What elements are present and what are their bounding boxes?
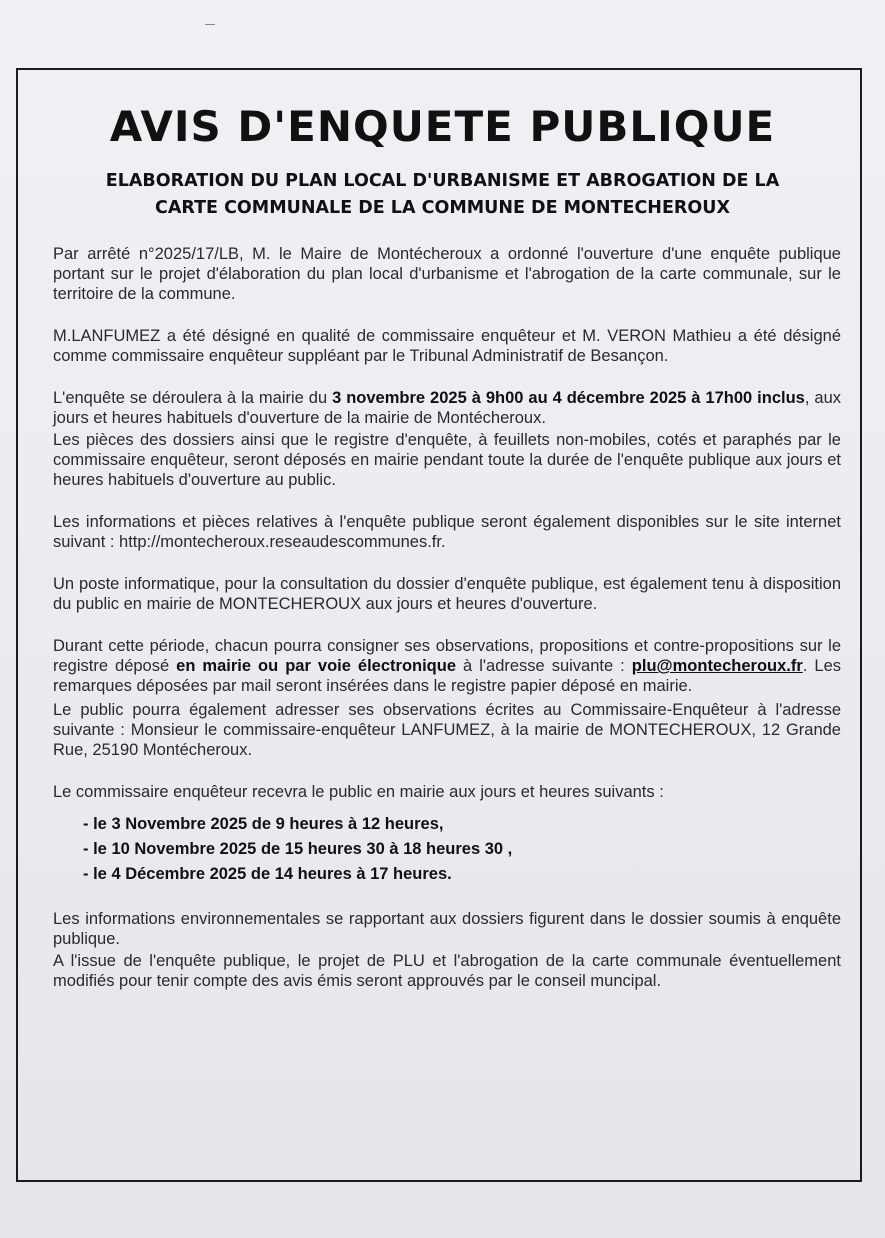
paragraph-schedule: Le commissaire enquêteur recevra le public en mairie aux jours et heures suivants : <box>53 783 664 801</box>
observations-intro: Durant cette période, chacun pourra consigner ses observations, propositions et contre-propositions sur le registre déposé <box>53 637 841 675</box>
paragraph-documents: Les pièces des dossiers ainsi que le registre d'enquête, à feuillets non-mobiles, cotés et paraphés par le commissaire enquêteur, seront déposés en mairie pendant toute la durée de l'enquête publique aux jours et heures habituels d'ouverture au public. <box>53 431 841 489</box>
paragraph-observations <box>53 636 841 696</box>
dates-intro: L'enquête se déroulera à la mairie du <box>53 389 333 407</box>
subtitle-line-1: ELABORATION DU PLAN LOCAL D'URBANISME ET ABROGATION DE LA <box>105 171 780 191</box>
observations-address-lead: à l'adresse suivante : <box>456 657 632 675</box>
schedule-item: - le 4 Décembre 2025 de 14 heures à 17 heures. <box>83 862 841 887</box>
paper-mark <box>205 24 215 25</box>
notice-subtitle <box>40 168 845 222</box>
observations-outro: . Les remarques déposées par mail seront insérées dans le registre papier déposé en mairie. <box>53 657 842 695</box>
notice-title: AVIS D'ENQUETE PUBLIQUE <box>109 102 776 151</box>
paragraph-approval: A l'issue de l'enquête publique, le projet de PLU et l'abrogation de la carte communale éventuellement modifiés pour tenir compte des avis émis seront approuvés par le conseil muncipal. <box>53 952 841 990</box>
paragraph-postal: Le public pourra également adresser ses observations écrites au Commissaire-Enquêteur à l'adresse suivante : Monsieur le commissaire-enquêteur LANFUMEZ, à la mairie de MONTECHEROUX, 12 Grande Rue, 25190 Montécheroux. <box>53 701 841 759</box>
paragraph-computer: Un poste informatique, pour la consultation du dossier d'enquête publique, est également tenu à disposition du public en mairie de MONTECHEROUX aux jours et heures d'ouverture. <box>53 575 841 613</box>
paragraph-environment: Les informations environnementales se rapportant aux dossiers figurent dans le dossier soumis à enquête publique. <box>53 910 841 948</box>
schedule-item: - le 10 Novembre 2025 de 15 heures 30 à 18 heures 30 , <box>83 837 841 862</box>
email-link[interactable]: plu@montecheroux.fr <box>631 657 803 675</box>
dates-outro: , aux jours et heures habituels d'ouverture de la mairie de Montécheroux. <box>53 389 842 427</box>
schedule-item: - le 3 Novembre 2025 de 9 heures à 12 heures, <box>83 812 841 837</box>
paragraph-decree: Par arrêté n°2025/17/LB, M. le Maire de Montécheroux a ordonné l'ouverture d'une enquête publique portant sur le projet d'élaboration du plan local d'urbanisme et l'abrogation de la carte communale, sur le territoire de la commune. <box>53 245 841 303</box>
paragraph-dates <box>53 388 841 428</box>
subtitle-line-2: CARTE COMMUNALE DE LA COMMUNE DE MONTECHEROUX <box>155 198 730 218</box>
schedule-list <box>53 812 841 887</box>
observations-channel: en mairie ou par voie électronique <box>176 657 457 675</box>
paragraph-commissioner: M.LANFUMEZ a été désigné en qualité de commissaire enquêteur et M. VERON Mathieu a été désigné comme commissaire enquêteur suppléant par le Tribunal Administratif de Besançon. <box>53 327 841 365</box>
paragraph-website: Les informations et pièces relatives à l'enquête publique seront également disponibles sur le site internet suivant : http://montecheroux.reseaudescommunes.fr. <box>53 513 841 551</box>
notice-body <box>53 244 841 991</box>
dates-range: 3 novembre 2025 à 9h00 au 4 décembre 2025 à 17h00 inclus <box>332 389 805 407</box>
